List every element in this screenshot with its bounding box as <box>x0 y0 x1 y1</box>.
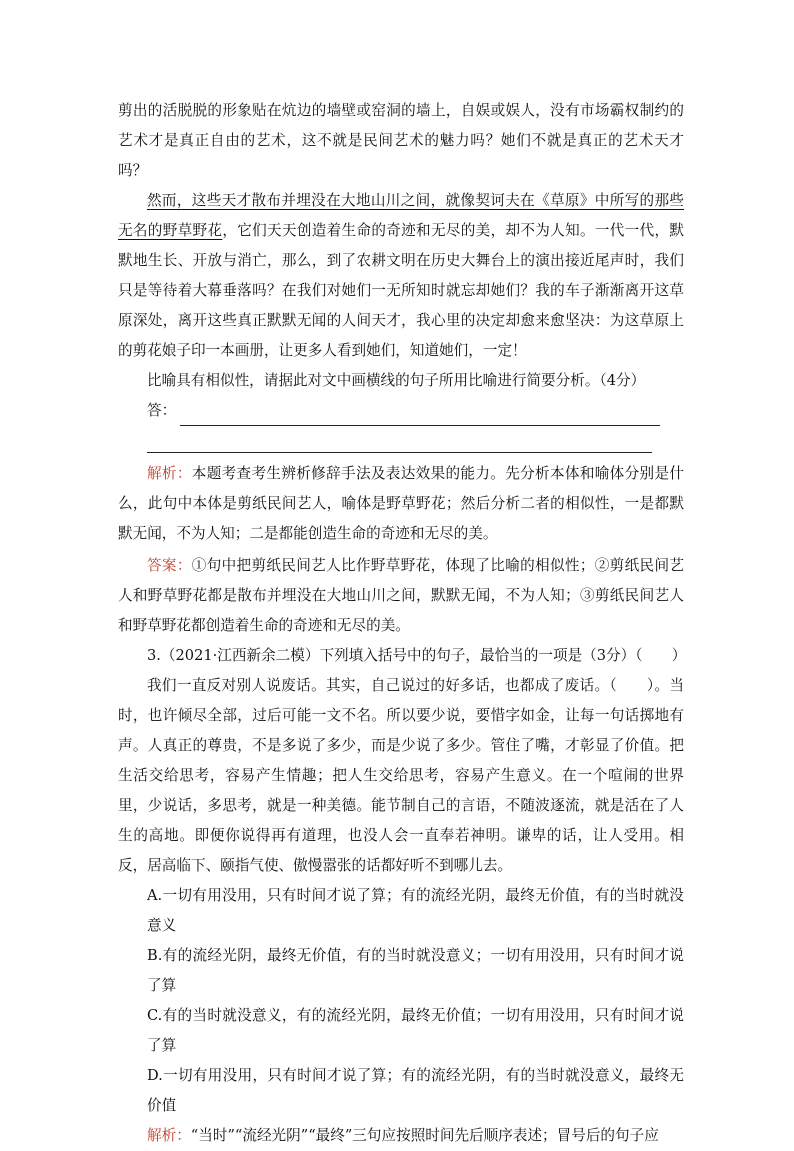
question-3-passage: 我们一直反对别人说废话。其实，自己说过的好多话，也都成了废话。（ ）。当时，也许倾尽全部，过后可能一文不名。所以要少说，要惜字如金，让每一句话掷地有声。人真正的尊贵，不是多说了多少，而是少说了多少。管住了嘴，才彰显了价值。把生活交给思考，容易产生情趣；把人生交给思考，容易产生意义。在一个喧闹的世界里，少说话，多思考，就是一种美德。能节制自己的言语，不随波逐流，就是活在了人生的高地。即便你说得再有道理，也没人会一直奉若神明。谦卑的话，让人受用。相反，居高临下、颐指气使、傲慢嚣张的话都好听不到哪儿去。 <box>118 677 684 874</box>
answer-1 <box>118 551 684 641</box>
answer-row <box>118 396 684 426</box>
option-a: A.一切有用没用，只有时间才说了算；有的流经光阴，最终无价值，有的当时就没意义 <box>147 887 684 934</box>
analysis-2-text: “当时”“流经光阴”“最终”三句应按照时间先后顺序表述；冒号后的句子应 <box>190 1127 659 1144</box>
answer-line-1[interactable] <box>180 403 660 426</box>
option-b: B.有的流经光阴，最终无价值，有的当时就没意义；一切有用没用，只有时间才说了算 <box>147 947 684 994</box>
analysis-2-label: 解析： <box>147 1127 191 1144</box>
passage-paragraph-2 <box>118 186 684 366</box>
answer-line-2[interactable] <box>147 426 652 453</box>
answer-1-text: ①句中把剪纸民间艺人比作野草野花，体现了比喻的相似性；②剪纸民间艺人和野草野花都是散布并埋没在大地山川之间，默默无闻，不为人知；③剪纸民间艺人和野草野花都创造着生命的奇迹和无尽的美。 <box>118 557 684 634</box>
analysis-2 <box>118 1121 684 1151</box>
option-d: D.一切有用没用，只有时间才说了算；有的流经光阴，有的当时就没意义，最终无价值 <box>147 1067 684 1114</box>
document-page <box>118 96 687 1151</box>
analysis-1 <box>118 459 684 549</box>
analysis-1-text: 本题考查考生辨析修辞手法及表达效果的能力。先分析本体和喻体分别是什么，此句中本体是剪纸民间艺人，喻体是野草野花；然后分析二者的相似性，一是都默默无闻，不为人知；二是都能创造生命的奇迹和无尽的美。 <box>118 465 684 542</box>
answer-label: 答： <box>147 402 177 419</box>
passage-paragraph-1: 剪出的活脱脱的形象贴在炕边的墙壁或窑洞的墙上，自娱或娱人，没有市场霸权制约的艺术才是真正自由的艺术，这不就是民间艺术的魅力吗？她们不就是真正的艺术天才吗？ <box>118 102 684 179</box>
question-2-prompt: 比喻具有相似性，请据此对文中画横线的句子所用比喻进行简要分析。（4分） <box>147 372 646 389</box>
answer-1-label: 答案： <box>147 557 192 574</box>
underlined-sentence: 然而，这些天才散布并埋没在大地山川之间，就像契诃夫在《草原》中所写的那些无名的野草野花 <box>118 192 684 239</box>
analysis-1-label: 解析： <box>147 465 192 482</box>
option-c: C.有的当时就没意义，有的流经光阴，最终无价值；一切有用没用，只有时间才说了算 <box>147 1007 684 1054</box>
passage-paragraph-2-rest: ，它们天天创造着生命的奇迹和无尽的美，却不为人知。一代一代，默默地生长、开放与消亡，那么，到了农耕文明在历史大舞台上的演出接近尾声时，我们只是等待着大幕垂落吗？在我们对她们一无所知时就忘却她们？我的车子渐渐离开这草原深处，离开这些真正默默无闻的人间天才，我心里的决定却愈来愈坚决：为这草原上的剪花娘子印一本画册，让更多人看到她们，知道她们，一定！ <box>118 222 684 359</box>
question-3-stem: 3.（2021·江西新余二模）下列填入括号中的句子，最恰当的一项是（3分）（ ） <box>147 647 687 664</box>
